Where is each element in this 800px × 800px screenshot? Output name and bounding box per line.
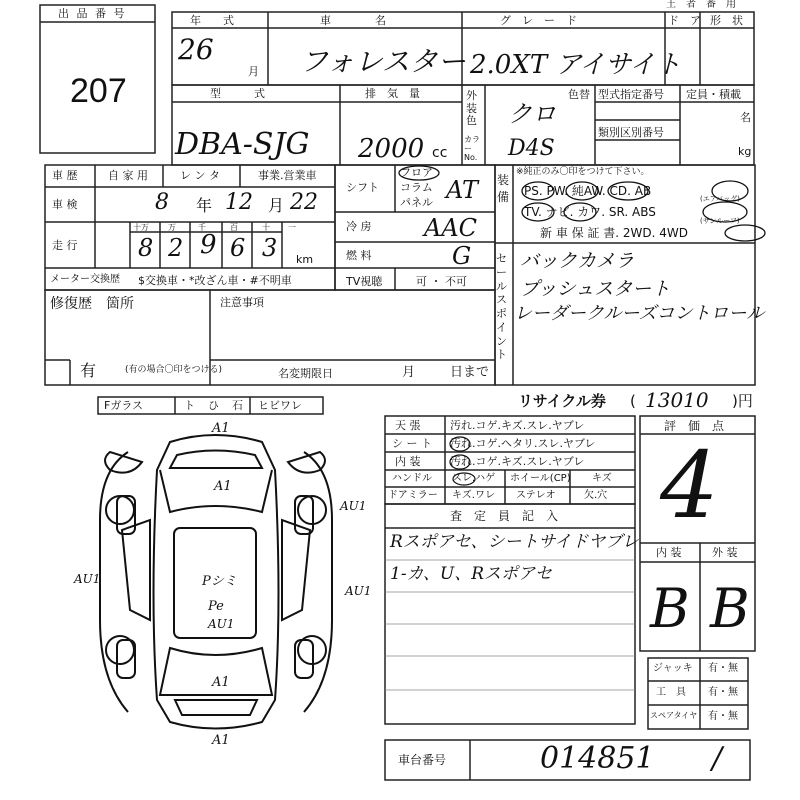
rename-month: 月 xyxy=(402,365,416,380)
interior-row-label-trim: 内 装 xyxy=(395,455,421,468)
digit-label-10k: 万 xyxy=(168,223,176,232)
rename-day: 日まで xyxy=(450,365,490,380)
shift-value: AT xyxy=(446,176,479,204)
month-unit: 月 xyxy=(248,65,259,78)
recycle-label: リサイクル券 xyxy=(518,392,606,410)
exterior-grade-label: 外 装 xyxy=(712,546,738,559)
chassis-value: 014851 xyxy=(540,741,655,776)
year-value: 26 xyxy=(178,33,214,66)
displacement-unit: cc xyxy=(432,145,448,161)
damage-front-a1: A1 xyxy=(212,421,230,436)
inspection-day: 22 xyxy=(290,190,318,215)
inspector-line-2: 1-カ、U、Rスポアセ xyxy=(390,564,552,584)
owner-label: 王 者 番 用 xyxy=(666,0,736,10)
inspection-year-unit: 年 xyxy=(196,196,213,215)
tv-value: 可 ・ 不可 xyxy=(416,275,467,288)
shift-option-column: コラム xyxy=(400,181,433,194)
shift-option-panel: パネル xyxy=(400,196,433,209)
damage-right-rear-au1: AU1 xyxy=(345,584,372,598)
mileage-digit-1: 8 xyxy=(138,234,154,262)
model-value: DBA-SJG xyxy=(175,127,310,162)
recycle-unit: )円 xyxy=(732,392,753,410)
equipment-row-1: PS. PW. 純AW. CD. AB xyxy=(524,184,652,198)
grade-value: 2.0XT アイサイト xyxy=(470,50,682,80)
shift-option-floor: フロア xyxy=(400,166,433,179)
stereo-text: 欠.穴 xyxy=(584,490,608,501)
mirror-text: キズ.ワレ xyxy=(452,490,495,501)
ac-value: AAC xyxy=(424,214,478,242)
tool-label-jack: ジャッキ xyxy=(653,663,693,674)
handle-label: ハンドル xyxy=(392,473,432,484)
mirror-label: ドアミラー xyxy=(388,490,438,501)
color-change-label: 色替 xyxy=(568,88,590,101)
inspection-label: 車 検 xyxy=(52,198,78,211)
interior-grade-value: B xyxy=(650,577,690,640)
mileage-digit-4: 6 xyxy=(230,234,246,262)
color-no-label: カラーNo. xyxy=(464,135,480,162)
history-option-business: 事業.営業車 xyxy=(258,169,317,182)
tool-value-jack: 有・無 xyxy=(708,663,738,674)
meter-change-label: メーター交換歴 xyxy=(50,274,120,285)
sales-line-3: レーダークルーズコントロール xyxy=(514,303,765,324)
grade-label: グ レ ー ド xyxy=(500,14,577,27)
car-name-value: フォレスター xyxy=(300,45,466,78)
digit-label-100: 百 xyxy=(230,223,238,232)
sales-line-1: バックカメラ xyxy=(520,250,635,272)
recycle-open-paren: ( xyxy=(630,392,636,410)
year-label: 年 式 xyxy=(190,14,234,27)
repair-hint: (有の場合〇印をつける) xyxy=(125,365,223,375)
digit-label-10: 十 xyxy=(262,223,270,232)
kg-unit: kg xyxy=(738,145,752,158)
mileage-digit-3: 9 xyxy=(200,230,217,260)
equipment-side-label: 装備 xyxy=(497,173,510,204)
equipment-note: ※純正のみ〇印をつけて下さい。 xyxy=(516,167,650,177)
inspector-label: 査 定 員 記 入 xyxy=(450,509,559,523)
damage-left-au1: AU1 xyxy=(74,572,101,586)
glass-item-hi: ひ xyxy=(208,399,219,412)
person-unit: 名 xyxy=(740,111,751,124)
interior-row-text-ceiling: 汚れ.コゲ.キズ.スレ.ヤブレ xyxy=(450,419,585,432)
grade-value: 4 xyxy=(660,432,719,539)
damage-roof-au1: AU1 xyxy=(208,617,235,631)
exterior-color-label: 外装色 xyxy=(466,89,477,128)
equipment-row-1-sub: (エアバッグ) xyxy=(700,195,740,203)
glass-item-crack: ヒビワレ xyxy=(258,399,302,412)
interior-row-text-seat: 汚れ.コゲ.ヘタリ.スレ.ヤブレ xyxy=(450,437,596,450)
tool-value-spare: 有・無 xyxy=(708,711,738,722)
damage-trunk-a1: A1 xyxy=(212,675,230,690)
door-label: ド ア xyxy=(668,14,701,27)
tool-label-spare: スペアタイヤ xyxy=(650,711,698,720)
digit-label-1: 一 xyxy=(288,223,296,232)
digit-label-100k: 十万 xyxy=(133,223,149,232)
wheel-label: ホイール(CP) xyxy=(510,473,571,484)
inspection-month-unit: 月 xyxy=(268,196,285,215)
inspector-line-1: Rスポアセ、シートサイドヤブレ xyxy=(390,532,639,552)
recycle-amount: 13010 xyxy=(645,388,709,412)
model-type-label: 型 式 xyxy=(210,87,265,100)
displacement-value: 2000 xyxy=(358,134,425,164)
km-unit: km xyxy=(296,253,314,266)
lot-number: 207 xyxy=(70,72,127,110)
damage-hood-a1: A1 xyxy=(214,479,232,494)
color-code-value: D4S xyxy=(508,136,555,161)
wheel-text: キズ xyxy=(592,473,612,484)
glass-item-to: ト xyxy=(184,399,195,412)
sales-line-2: プッシュスタート xyxy=(520,278,671,300)
interior-row-text-trim: 汚れ.コゲ.キズ.スレ.ヤブレ xyxy=(450,455,585,468)
displacement-label: 排 気 量 xyxy=(365,87,420,100)
class-no-label: 類別区別番号 xyxy=(598,126,664,139)
lot-label: 出 品 番 号 xyxy=(58,7,127,20)
damage-rear-a1: A1 xyxy=(212,733,230,748)
history-option-private: 自 家 用 xyxy=(108,169,148,182)
tool-label-tools: 工 具 xyxy=(656,687,686,698)
fuel-value: G xyxy=(452,242,472,270)
interior-row-label-ceiling: 天 張 xyxy=(395,419,421,432)
color-value: クロ xyxy=(508,100,556,128)
car-name-label: 車 名 xyxy=(320,14,386,27)
chassis-slash: / xyxy=(712,741,723,776)
damage-roof-pshimi: Pシミ xyxy=(202,574,237,589)
equipment-row-3: 新 車 保 証 書. 2WD. 4WD xyxy=(540,226,688,240)
inspection-month: 12 xyxy=(225,190,253,215)
capacity-label: 定員・積載 xyxy=(686,88,741,101)
damage-roof-pe: Pe xyxy=(208,599,224,614)
rename-deadline-label: 名変期限日 xyxy=(278,367,333,380)
sales-side-label: セールスポイント xyxy=(496,252,507,362)
mileage-digit-2: 2 xyxy=(168,234,184,262)
exterior-grade-value: B xyxy=(710,577,750,640)
inspection-year: 8 xyxy=(155,190,169,215)
handle-text: スレ.ハゲ xyxy=(452,473,496,484)
chassis-label: 車台番号 xyxy=(398,753,447,767)
meter-change-note: $交換車・*改ざん車・#不明車 xyxy=(138,274,292,287)
digit-label-1k: 千 xyxy=(198,223,206,232)
fuel-label: 燃 料 xyxy=(346,249,372,262)
glass-item-stone: 石 xyxy=(232,399,243,412)
repair-label: 修復歴 箇所 xyxy=(50,296,134,312)
tool-value-tools: 有・無 xyxy=(708,687,738,698)
repair-value: 有 xyxy=(80,361,97,380)
ac-label: 冷 房 xyxy=(346,220,372,233)
stereo-label: ステレオ xyxy=(516,490,556,501)
notes-label: 注意事項 xyxy=(220,296,264,309)
mileage-label: 走 行 xyxy=(52,239,78,252)
equipment-row-2-sub: (サンルーフ) xyxy=(700,217,740,225)
interior-grade-label: 内 装 xyxy=(656,546,682,559)
glass-label: Fガラス xyxy=(104,399,143,412)
damage-right-front-au1: AU1 xyxy=(340,499,367,513)
grade-label: 評 価 点 xyxy=(664,419,725,433)
mileage-digit-5: 3 xyxy=(262,234,278,262)
history-option-rental: レ ン タ xyxy=(180,169,220,182)
shift-label: シフト xyxy=(346,181,379,194)
type-no-label: 型式指定番号 xyxy=(598,88,664,101)
body-label: 形 状 xyxy=(710,14,743,27)
tv-label: TV視聴 xyxy=(346,275,383,288)
equipment-row-2: TV. ナビ. カワ. SR. ABS xyxy=(524,205,656,219)
interior-row-label-seat: シ ー ト xyxy=(392,437,432,450)
history-label: 車 歴 xyxy=(52,169,78,182)
